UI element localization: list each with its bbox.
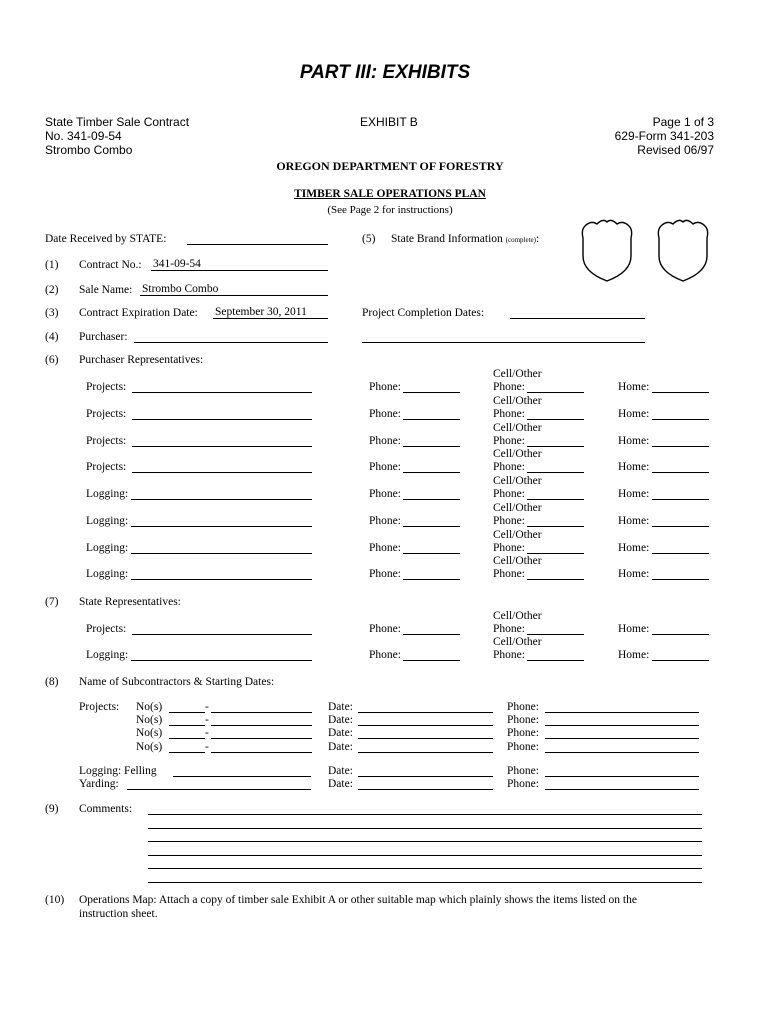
state-rep-name-field[interactable]	[131, 660, 312, 661]
purchaser-rep-name-field[interactable]	[131, 553, 312, 554]
purchaser-rep-name-field[interactable]	[132, 392, 312, 393]
sub-date-field[interactable]	[358, 738, 493, 739]
felling-phone-field[interactable]	[545, 776, 699, 777]
sub-dash: -	[205, 741, 209, 753]
purchaser-rep-home-label: Home:	[618, 515, 650, 527]
state-rep-cell-other-label: Cell/Other	[493, 636, 542, 648]
header-right-1: Page 1 of 3	[652, 115, 714, 129]
plan-title-text: TIMBER SALE OPERATIONS PLAN	[294, 188, 486, 200]
sub-name-field[interactable]	[211, 738, 312, 739]
sub-logging-label	[79, 765, 157, 777]
purchaser-rep-cell-phone-label: Phone:	[493, 515, 525, 527]
state-rep-home-field[interactable]	[652, 634, 709, 635]
felling-date-field[interactable]	[358, 776, 493, 777]
sub-date-label: Date:	[328, 727, 353, 739]
purchaser-rep-role-label: Logging:	[86, 542, 129, 554]
purchaser-rep-cell-phone-field[interactable]	[527, 499, 584, 500]
yarding-date-field[interactable]	[358, 789, 493, 790]
brand-label: State Brand Information	[391, 233, 503, 245]
state-rep-phone-field[interactable]	[403, 634, 460, 635]
item4-num: (4)	[45, 331, 59, 343]
purchaser-rep-home-label: Home:	[618, 542, 650, 554]
purchaser-rep-cell-phone-label: Phone:	[493, 542, 525, 554]
purchaser-rep-phone-label: Phone:	[369, 515, 401, 527]
purchaser-rep-phone-field[interactable]	[403, 392, 460, 393]
comments-line-1[interactable]	[148, 814, 702, 815]
purchaser-rep-home-label: Home:	[618, 568, 650, 580]
purchaser-rep-home-field[interactable]	[652, 446, 709, 447]
purchaser-rep-role-label: Logging:	[86, 568, 129, 580]
purchaser-label: Purchaser:	[79, 331, 128, 343]
state-rep-home-label: Home:	[618, 623, 650, 635]
sale-name-field[interactable]	[140, 295, 328, 296]
felling-phone-label: Phone:	[507, 765, 539, 777]
completion-field[interactable]	[510, 318, 645, 319]
purchaser-rep-cell-phone-field[interactable]	[527, 419, 584, 420]
header-left-1: State Timber Sale Contract	[45, 115, 190, 129]
sub-date-field[interactable]	[358, 752, 493, 753]
sub-phone-field[interactable]	[545, 725, 699, 726]
purchaser-rep-phone-field[interactable]	[403, 526, 460, 527]
purchaser-rep-name-field[interactable]	[131, 526, 312, 527]
sub-nos-label: No(s)	[136, 701, 163, 713]
page-title: PART III: EXHIBITS	[299, 62, 471, 83]
sub-date-label: Date:	[328, 741, 353, 753]
sub-phone-label: Phone:	[507, 727, 539, 739]
sub-nos-field[interactable]	[169, 712, 205, 713]
purchaser-rep-phone-label: Phone:	[369, 488, 401, 500]
sub-date-field[interactable]	[358, 712, 493, 713]
purchaser-rep-phone-label: Phone:	[369, 542, 401, 554]
purchaser-rep-phone-field[interactable]	[403, 472, 460, 473]
header-right-3: Revised 06/97	[637, 143, 714, 157]
sub-nos-label: No(s)	[136, 727, 163, 739]
sub-nos-label: No(s)	[136, 714, 163, 726]
purchaser-rep-home-field[interactable]	[652, 419, 709, 420]
sub-name-field[interactable]	[211, 725, 312, 726]
purchaser-rep-home-field[interactable]	[652, 553, 709, 554]
comments-line-4[interactable]	[148, 855, 702, 856]
state-reps-label: State Representatives:	[79, 596, 181, 608]
header-left-3: Strombo Combo	[45, 143, 133, 157]
purchaser-rep-cell-phone-field[interactable]	[527, 579, 584, 580]
plan-title	[0, 188, 770, 200]
sub-phone-field[interactable]	[545, 752, 699, 753]
brand-shield-1-icon	[579, 218, 635, 284]
sub-felling-text: Felling	[124, 765, 157, 777]
subcontractors-label: Name of Subcontractors & Starting Dates:	[79, 676, 275, 688]
purchaser-rep-cell-other-label: Cell/Other	[493, 475, 542, 487]
purchaser-rep-home-field[interactable]	[652, 579, 709, 580]
sub-phone-field[interactable]	[545, 738, 699, 739]
felling-name-field[interactable]	[173, 776, 311, 777]
purchaser-rep-home-label: Home:	[618, 435, 650, 447]
purchaser-rep-home-field[interactable]	[652, 472, 709, 473]
item3-num: (3)	[45, 307, 59, 319]
exhibit-label: EXHIBIT B	[360, 115, 418, 129]
purchaser-rep-phone-label: Phone:	[369, 408, 401, 420]
item8-num: (8)	[45, 676, 59, 688]
comments-label: Comments:	[79, 803, 133, 815]
item9-num: (9)	[45, 803, 59, 815]
contract-no-field[interactable]	[151, 270, 328, 271]
completion-label: Project Completion Dates:	[362, 307, 485, 319]
state-rep-cell-other-label: Cell/Other	[493, 610, 542, 622]
sub-yarding-label: Yarding:	[79, 778, 119, 790]
purchaser-rep-role-label: Projects:	[86, 435, 127, 447]
purchaser-rep-phone-field[interactable]	[403, 553, 460, 554]
brand-colon: :	[535, 233, 540, 245]
header-right-2: 629-Form 341-203	[614, 129, 714, 143]
purchaser-field-2[interactable]	[362, 342, 645, 343]
item10-num: (10)	[45, 894, 65, 906]
ops-map-line-2: instruction sheet.	[79, 908, 158, 920]
purchaser-rep-phone-field[interactable]	[403, 499, 460, 500]
sub-logging-text: Logging:	[79, 765, 122, 777]
item2-num: (2)	[45, 284, 59, 296]
purchaser-rep-cell-phone-label: Phone:	[493, 568, 525, 580]
sub-phone-field[interactable]	[545, 712, 699, 713]
purchaser-rep-home-field[interactable]	[652, 392, 709, 393]
purchaser-rep-cell-phone-label: Phone:	[493, 435, 525, 447]
purchaser-reps-label: Purchaser Representatives:	[79, 354, 204, 366]
brand-shield-2-icon	[655, 218, 711, 284]
purchaser-rep-cell-phone-field[interactable]	[527, 526, 584, 527]
state-rep-role-label: Projects:	[86, 623, 127, 635]
brand-label-wrap	[391, 233, 539, 245]
purchaser-rep-cell-phone-field[interactable]	[527, 446, 584, 447]
sub-projects-label: Projects:	[79, 701, 120, 713]
purchaser-rep-name-field[interactable]	[132, 419, 312, 420]
purchaser-rep-name-field[interactable]	[132, 446, 312, 447]
sub-dash: -	[205, 727, 209, 739]
purchaser-rep-phone-field[interactable]	[403, 579, 460, 580]
state-rep-phone-field[interactable]	[403, 660, 460, 661]
item6-num: (6)	[45, 354, 59, 366]
purchaser-rep-role-label: Logging:	[86, 488, 129, 500]
state-rep-cell-phone-field[interactable]	[527, 634, 584, 635]
sub-dash: -	[205, 714, 209, 726]
sub-name-field[interactable]	[211, 712, 312, 713]
brand-small: (complete)	[505, 236, 536, 244]
purchaser-field[interactable]	[134, 342, 328, 343]
sale-name-label: Sale Name:	[79, 284, 133, 296]
sub-name-field[interactable]	[211, 752, 312, 753]
purchaser-rep-home-field[interactable]	[652, 499, 709, 500]
purchaser-rep-cell-phone-label: Phone:	[493, 408, 525, 420]
yarding-phone-field[interactable]	[545, 789, 699, 790]
date-received-label: Date Received by STATE:	[45, 233, 167, 245]
purchaser-rep-cell-other-label: Cell/Other	[493, 555, 542, 567]
state-rep-cell-phone-field[interactable]	[527, 660, 584, 661]
date-received-field[interactable]	[187, 244, 328, 245]
comments-line-5[interactable]	[148, 868, 702, 869]
state-rep-name-field[interactable]	[132, 634, 312, 635]
yarding-date-label: Date:	[328, 778, 353, 790]
expiration-value: September 30, 2011	[215, 306, 307, 318]
sub-date-field[interactable]	[358, 725, 493, 726]
purchaser-rep-home-label: Home:	[618, 461, 650, 473]
purchaser-rep-cell-other-label: Cell/Other	[493, 422, 542, 434]
sub-nos-field[interactable]	[169, 738, 205, 739]
state-rep-cell-phone-label: Phone:	[493, 623, 525, 635]
sub-nos-label: No(s)	[136, 741, 163, 753]
sub-nos-field[interactable]	[169, 725, 205, 726]
comments-line-3[interactable]	[148, 841, 702, 842]
expiration-field[interactable]	[213, 318, 328, 319]
header-left-2: No. 341-09-54	[45, 129, 122, 143]
state-rep-role-label: Logging:	[86, 649, 129, 661]
purchaser-rep-name-field[interactable]	[131, 499, 312, 500]
purchaser-rep-home-field[interactable]	[652, 526, 709, 527]
sub-phone-label: Phone:	[507, 714, 539, 726]
state-rep-home-label: Home:	[618, 649, 650, 661]
purchaser-rep-cell-other-label: Cell/Other	[493, 502, 542, 514]
purchaser-rep-cell-phone-label: Phone:	[493, 488, 525, 500]
purchaser-rep-cell-phone-field[interactable]	[527, 392, 584, 393]
department-heading: OREGON DEPARTMENT OF FORESTRY	[276, 159, 504, 173]
sub-date-label: Date:	[328, 701, 353, 713]
sub-nos-field[interactable]	[169, 752, 205, 753]
plan-subtitle: (See Page 2 for instructions)	[327, 204, 453, 216]
expiration-label: Contract Expiration Date:	[79, 307, 198, 319]
item7-num: (7)	[45, 596, 59, 608]
sub-phone-label: Phone:	[507, 741, 539, 753]
purchaser-rep-phone-field[interactable]	[403, 446, 460, 447]
contract-no-value: 341-09-54	[153, 258, 201, 270]
purchaser-rep-cell-other-label: Cell/Other	[493, 368, 542, 380]
yarding-phone-label: Phone:	[507, 778, 539, 790]
sub-dash: -	[205, 701, 209, 713]
purchaser-rep-name-field[interactable]	[132, 472, 312, 473]
purchaser-rep-phone-field[interactable]	[403, 419, 460, 420]
purchaser-rep-cell-other-label: Cell/Other	[493, 529, 542, 541]
state-rep-cell-phone-label: Phone:	[493, 649, 525, 661]
yarding-name-field[interactable]	[127, 789, 311, 790]
purchaser-rep-role-label: Logging:	[86, 515, 129, 527]
purchaser-rep-name-field[interactable]	[131, 579, 312, 580]
sub-phone-label: Phone:	[507, 701, 539, 713]
brand-num: (5)	[362, 233, 376, 245]
ops-map-line-1: Operations Map: Attach a copy of timber sale Exhibit A or other suitable map which plainly shows the items listed on the	[79, 894, 637, 906]
purchaser-rep-role-label: Projects:	[86, 381, 127, 393]
state-rep-phone-label: Phone:	[369, 649, 401, 661]
sub-date-label: Date:	[328, 714, 353, 726]
purchaser-rep-cell-other-label: Cell/Other	[493, 448, 542, 460]
purchaser-rep-home-label: Home:	[618, 488, 650, 500]
sale-name-value: Strombo Combo	[142, 283, 219, 295]
purchaser-rep-role-label: Projects:	[86, 408, 127, 420]
purchaser-rep-home-label: Home:	[618, 381, 650, 393]
state-rep-home-field[interactable]	[652, 660, 709, 661]
purchaser-rep-phone-label: Phone:	[369, 461, 401, 473]
state-rep-phone-label: Phone:	[369, 623, 401, 635]
purchaser-rep-cell-phone-field[interactable]	[527, 553, 584, 554]
purchaser-rep-cell-phone-label: Phone:	[493, 461, 525, 473]
purchaser-rep-phone-label: Phone:	[369, 568, 401, 580]
item1-num: (1)	[45, 259, 59, 271]
purchaser-rep-cell-other-label: Cell/Other	[493, 395, 542, 407]
comments-line-2[interactable]	[148, 828, 702, 829]
comments-line-6[interactable]	[148, 882, 702, 883]
purchaser-rep-phone-label: Phone:	[369, 381, 401, 393]
felling-date-label: Date:	[328, 765, 353, 777]
purchaser-rep-cell-phone-field[interactable]	[527, 472, 584, 473]
contract-no-label: Contract No.:	[79, 259, 142, 271]
purchaser-rep-home-label: Home:	[618, 408, 650, 420]
purchaser-rep-cell-phone-label: Phone:	[493, 381, 525, 393]
purchaser-rep-phone-label: Phone:	[369, 435, 401, 447]
purchaser-rep-role-label: Projects:	[86, 461, 127, 473]
